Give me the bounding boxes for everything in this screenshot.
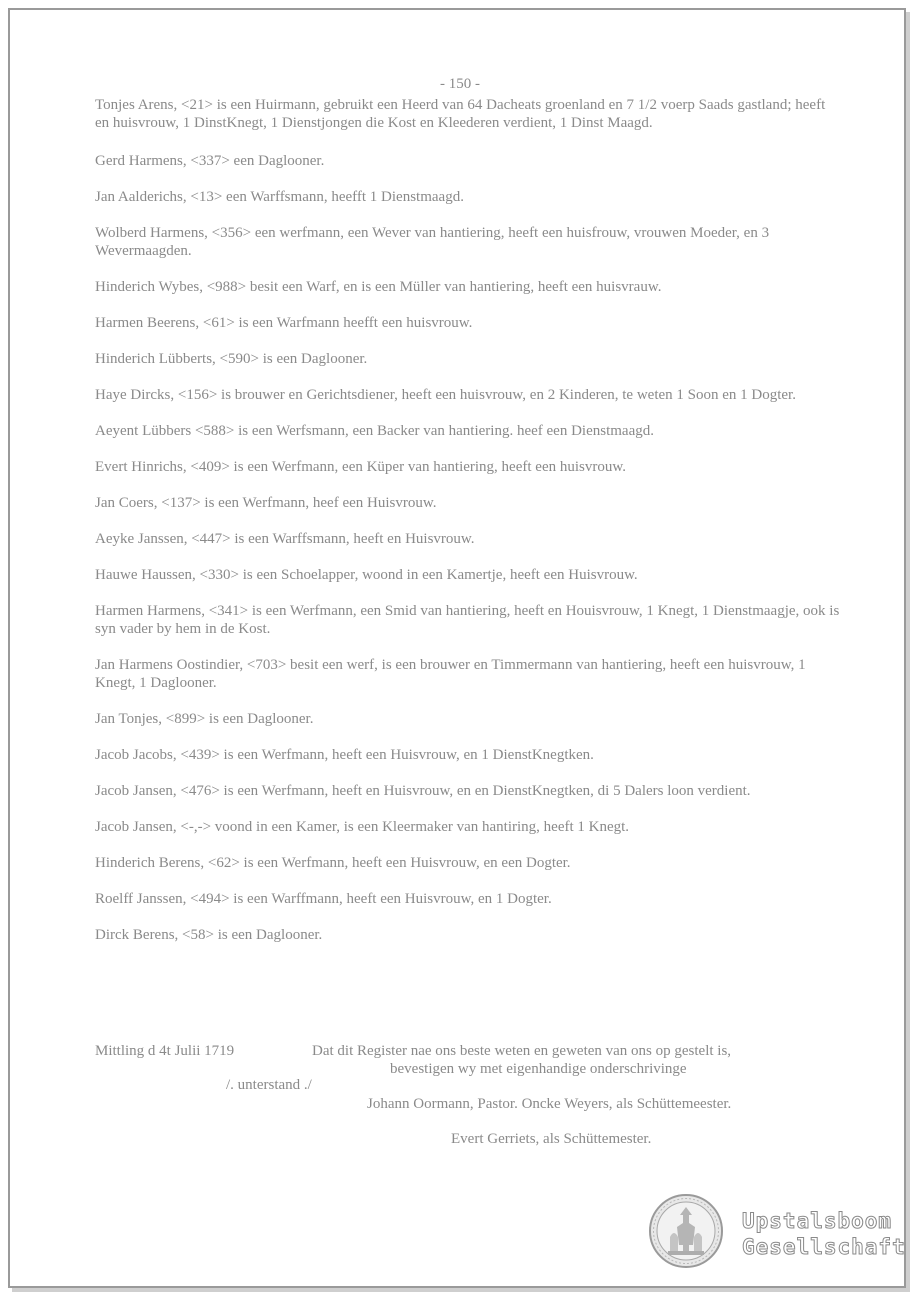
register-entry: Wolberd Harmens, <356> een werfmann, een Wever van hantiering, heeft een huisfrouw, vrouwen Moeder, en 3 Wevermaagden. [95, 225, 770, 259]
place-date: Mittling d 4t Julii 1719 [95, 1043, 235, 1059]
register-entry: Hauwe Haussen, <330> is een Schoelapper, woond in een Kamertje, heeft een Huisvrouw. [95, 567, 638, 583]
register-entry: Aeyke Janssen, <447> is een Warffsmann, heeft en Huisvrouw. [95, 531, 475, 547]
register-entry: Tonjes Arens, <21> is een Huirmann, gebruikt een Heerd van 64 Dacheats groenland en 7 1/2 voerp Saads gastland; heeft en huisvrouw, 1 DinstKnegt, 1 Dienstjongen die Kost en Kleederen verdient, 1 Dinst Maagd. [95, 97, 826, 131]
register-entry: Jacob Jansen, <-,-> voond in een Kamer, is een Kleermaker van hantiring, heeft 1 Knegt. [95, 819, 630, 835]
register-entry: Harmen Beerens, <61> is een Warfmann heefft een huisvrouw. [95, 315, 473, 331]
register-entry: Gerd Harmens, <337> een Daglooner. [95, 153, 325, 169]
register-entry: Hinderich Lübberts, <590> is een Daglooner. [95, 351, 368, 367]
register-entry: Jan Aalderichs, <13> een Warffsmann, heefft 1 Dienstmaagd. [95, 189, 464, 205]
declaration-line-1: Dat dit Register nae ons beste weten en geweten van ons op gestelt is, [312, 1043, 732, 1059]
declaration-line-2: bevestigen wy met eigenhandige onderschrivinge [390, 1061, 687, 1077]
register-entry: Harmen Harmens, <341> is een Werfmann, een Smid van hantiering, heeft en Houisvrouw, 1 Knegt, 1 Dienstmaagje, ook is syn vader by hem in de Kost. [95, 603, 840, 637]
register-entry: Hinderich Wybes, <988> besit een Warf, en is een Müller van hantiering, heeft een huisvrauw. [95, 279, 662, 295]
logo-line-1: Upstalsboom [742, 1209, 893, 1233]
register-entry: Jan Coers, <137> is een Werfmann, heef een Huisvrouw. [95, 495, 437, 511]
register-entries [95, 96, 843, 962]
register-entry: Jacob Jansen, <476> is een Werfmann, heeft en Huisvrouw, en en DienstKnegtken, di 5 Dalers loon verdient. [95, 783, 751, 799]
page-number: - 150 - [440, 76, 480, 92]
register-entry: Haye Dircks, <156> is brouwer en Gerichtsdiener, heeft een huisvrouw, en 2 Kinderen, te weten 1 Soon en 1 Dogter. [95, 387, 796, 403]
register-entry: Jan Harmens Oostindier, <703> besit een werf, is een brouwer en Timmermann van hantiering, heeft een huisvrouw, 1 Knegt, 1 Daglooner. [95, 657, 806, 691]
signers-line-1: Johann Oormann, Pastor. Oncke Weyers, als Schüttemeester. [367, 1096, 732, 1112]
register-entry: Jan Tonjes, <899> is een Daglooner. [95, 711, 314, 727]
logo-line-2: Gesellschaft [742, 1235, 906, 1259]
register-entry: Jacob Jacobs, <439> is een Werfmann, heeft een Huisvrouw, en 1 DienstKnegtken. [95, 747, 594, 763]
register-entry: Roelff Janssen, <494> is een Warffmann, heeft een Huisvrouw, en 1 Dogter. [95, 891, 552, 907]
register-entry: Evert Hinrichs, <409> is een Werfmann, een Küper van hantiering, heeft een huisvrouw. [95, 459, 626, 475]
seal-icon [648, 1193, 724, 1269]
register-entry: Hinderich Berens, <62> is een Werfmann, heeft een Huisvrouw, en een Dogter. [95, 855, 571, 871]
signers-line-2: Evert Gerriets, als Schüttemester. [451, 1131, 652, 1147]
register-entry: Dirck Berens, <58> is een Daglooner. [95, 927, 323, 943]
register-entry: Aeyent Lübbers <588> is een Werfsmann, een Backer van hantiering. heef een Dienstmaagd. [95, 423, 654, 439]
unterstand-note: /. unterstand ./ [226, 1077, 312, 1093]
upstalsboom-logo [742, 1208, 906, 1260]
